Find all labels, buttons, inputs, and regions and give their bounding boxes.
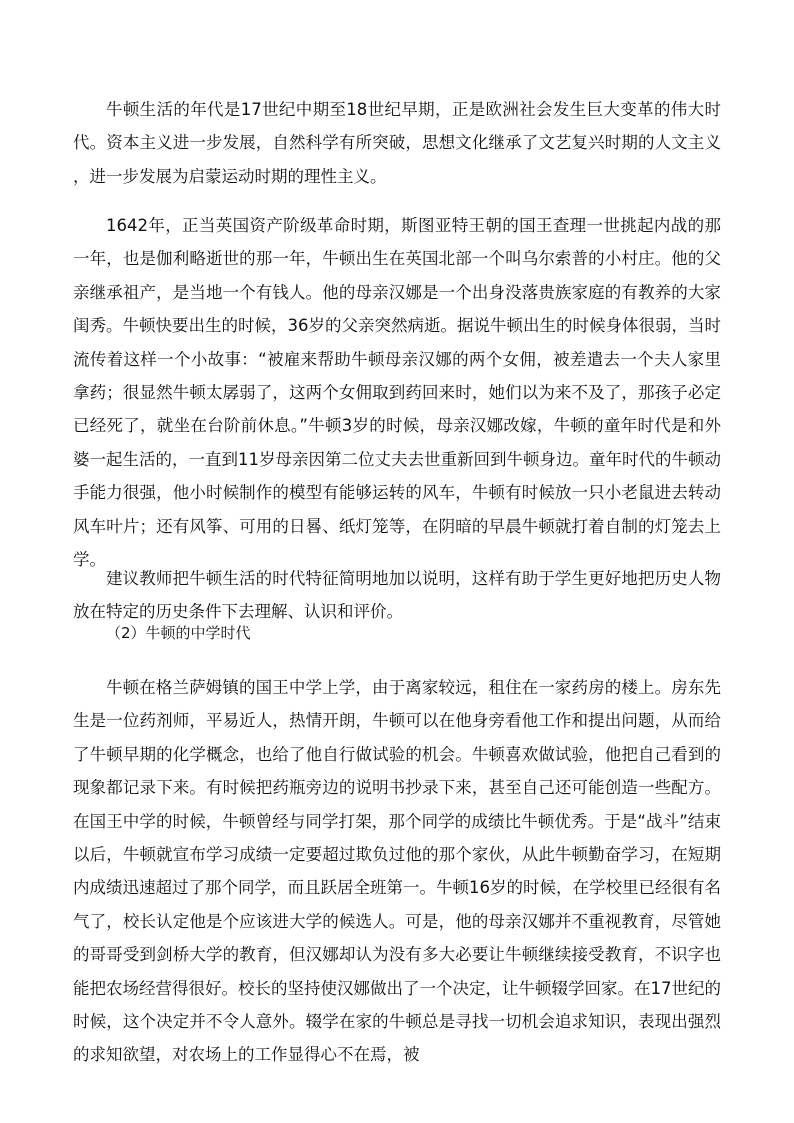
paragraph-birth-childhood: 1642年，正当英国资产阶级革命时期，斯图亚特王朝的国王查理一世挑起内战的那一年，也是伽利略逝世的那一年，牛顿出生在英国北部一个叫乌尔索普的小村庄。他的父亲继承祖产，是当地一个有钱人。他的母亲汉娜是一个出身没落贵族家庭的有教养的大家闺秀。牛顿快要出生的时候，36岁的父亲突然病逝。据说牛顿出生的时候身体很弱，当时流传着这样一个小故事：“被雇来帮助牛顿母亲汉娜的两个女佣，被差遣去一个夫人家里拿药；很显然牛顿太孱弱了，这两个女佣取到药回来时，她们以为来不及了，那孩子必定已经死了，就坐在台阶前休息。”牛顿3岁的时候，母亲汉娜改嫁，牛顿的童年时代是和外婆一起生活的，一直到11岁母亲因第二位丈夫去世重新回到牛顿身边。童年时代的牛顿动手能力很强，他小时候制作的模型有能够运转的风车，牛顿有时候放一只小老鼠进去转动风车叶片；还有风筝、可用的日晷、纸灯笼等，在阴暗的早晨牛顿就打着自制的灯笼去上学。 xyxy=(73,216,721,570)
paragraph-teaching-suggestion: 建议教师把牛顿生活的时代特征简明地加以说明，这样有助于学生更好地把历史人物放在特定的历史条件下去理解、认识和评价。 xyxy=(73,569,721,622)
section-heading-middle-school: （2）牛顿的中学时代 xyxy=(106,624,251,642)
paragraph-era: 牛顿生活的年代是17世纪中期至18世纪早期，正是欧洲社会发生巨大变革的伟大时代。资本主义进一步发展，自然科学有所突破，思想文化继承了文艺复兴时期的人文主义，进一步发展为启蒙运动时期的理性主义。 xyxy=(73,100,721,186)
paragraph-middle-school: 牛顿在格兰萨姆镇的国王中学上学，由于离家较远，租住在一家药房的楼上。房东先生是一位药剂师，平易近人，热情开朗，牛顿可以在他身旁看他工作和提出问题，从而给了牛顿早期的化学概念，也给了他自行做试验的机会。牛顿喜欢做试验，他把自己看到的现象都记录下来。有时候把药瓶旁边的说明书抄录下来，甚至自己还可能创造一些配方。在国王中学的时候，牛顿曾经与同学打架，那个同学的成绩比牛顿优秀。于是“战斗”结束以后，牛顿就宣布学习成绩一定要超过欺负过他的那个家伙，从此牛顿勤奋学习，在短期内成绩迅速超过了那个同学，而且跃居全班第一。牛顿16岁的时候，在学校里已经很有名气了，校长认定他是个应该进大学的候选人。可是，他的母亲汉娜并不重视教育，尽管她的哥哥受到剑桥大学的教育，但汉娜却认为没有多大必要让牛顿继续接受教育，不识字也能把农场经营得很好。校长的坚持使汉娜做出了一个决定，让牛顿辍学回家。在17世纪的时候，这个决定并不令人意外。辍学在家的牛顿总是寻找一切机会追求知识，表现出强烈的求知欲望，对农场上的工作显得心不在焉，被 xyxy=(73,678,721,1065)
